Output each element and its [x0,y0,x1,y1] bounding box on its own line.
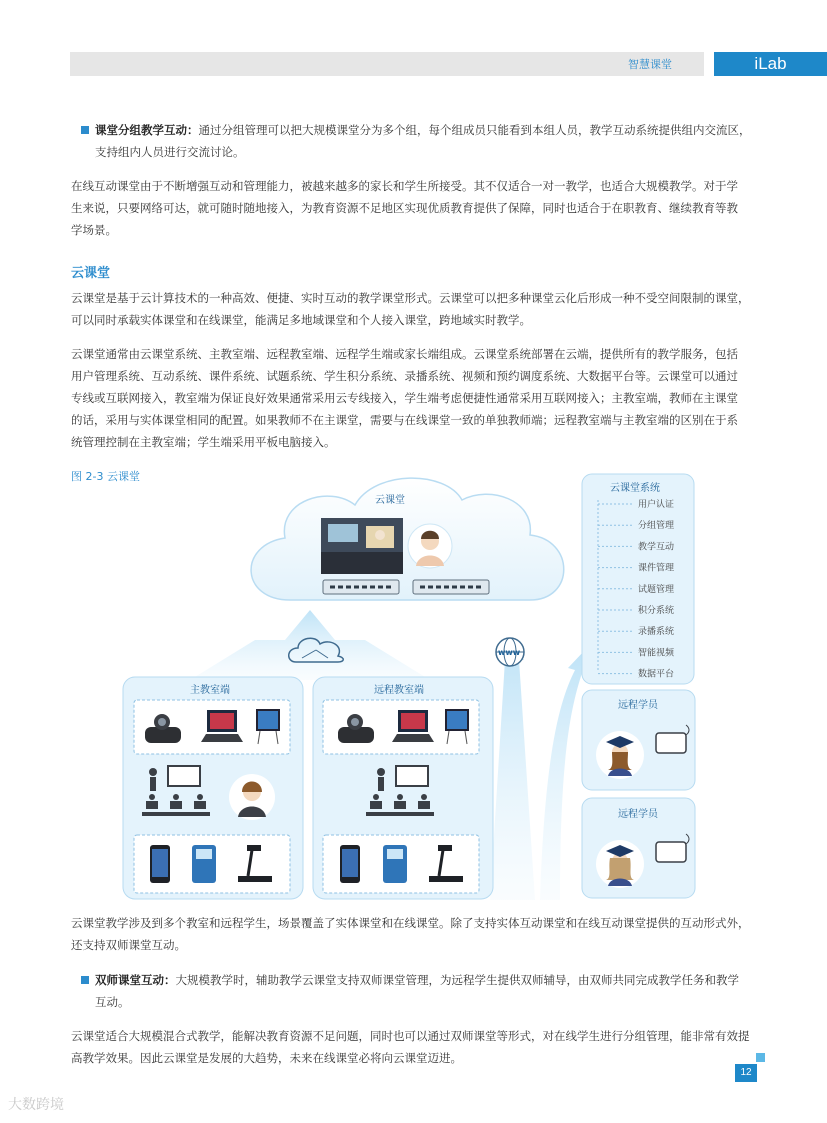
server-icon [323,580,399,594]
para-line: 统管理控制在主教室端；学生端采用平板电脑接入。 [71,435,336,449]
teacher-avatar-icon [229,774,275,820]
paragraph-scenarios [71,912,761,956]
paragraph-conclusion [71,1025,761,1069]
para-line: 学场景。 [71,223,117,237]
system-item-label: 数据平台 [638,669,675,680]
server-icon [413,580,489,594]
remote-student-label: 远程学员 [618,809,658,820]
cloud-label: 云课堂 [375,495,405,506]
bullet-label: 双师课堂互动： [95,973,176,987]
figure-caption: 图 2-3 云课堂 [71,470,140,483]
bullet-text-cont: 支持组内人员进行交流讨论。 [95,145,245,159]
bullet-text: 通过分组管理可以把大规模课堂分为多个组，每个组成员只能看到本组人员，教学互动系统提供组内交流区， [198,123,751,137]
system-item-label: 课件管理 [638,563,675,574]
upload-arrow [490,645,535,900]
para-line: 专线或互联网接入，教室端为保证良好效果通常采用云专线接入，学生端考虑便捷性通常采用互联网接入；主教室端，教师在主课堂 [71,391,738,405]
system-item-label: 录播系统 [638,627,675,638]
laptop-icon [392,710,434,742]
cloud-shape [251,478,564,600]
tablet-remote-icon [383,845,407,883]
para-line: 还支持双师课堂互动。 [71,938,186,952]
laptop-icon [201,710,243,742]
www-label: www [498,648,521,657]
section-title: 云课堂 [71,266,111,281]
upload-arrow [540,650,588,900]
para-line: 云课堂是基于云计算技术的一种高效、便捷、实时互动的教学课堂形式。云课堂可以把多种课堂云化后形成一种不受空间限制的课堂， [71,291,750,305]
para-line: 在线互动课堂由于不断增强互动和管理能力，被越来越多的家长和学生所接受。其不仅适合一对一教学，也适合大规模教学。对于学 [71,179,738,193]
student-avatar-icon [596,731,644,779]
page-number: 12 [735,1064,757,1082]
header-title: 智慧课堂 [628,58,672,71]
tablet-remote-icon [192,845,216,883]
para-line: 可以同时承载实体课堂和在线课堂，能满足多地域课堂和个人接入课堂，跨地域实时教学。 [71,313,531,327]
system-item-label: 分组管理 [638,521,675,532]
para-line: 生来说，只要网络可达，就可随时随地接入，为教育资源不足地区实现优质教育提供了保障，同时也适合于在职教育、继续教育等教 [71,201,738,215]
para-line: 高教学效果。因此云课堂是发展的大趋势，未来在线课堂必将向云课堂迈进。 [71,1051,462,1065]
system-title: 云课堂系统 [610,483,660,494]
para-line: 云课堂适合大规模混合式教学，能解决教育资源不足问题，同时也可以通过双师课堂等形式，对在线学生进行分组管理，能非常有效提 [71,1029,750,1043]
para-line: 云课堂通常由云课堂系统、主教室端、远程教室端、远程学生端或家长端组成。云课堂系统部署在云端，提供所有的教学服务，包括 [71,347,738,361]
system-item-label: 试题管理 [638,584,675,595]
watermark: 大数跨境 [8,1097,64,1113]
remote-classroom-label: 远程教室端 [374,685,424,696]
remote-student-label: 远程学员 [618,700,658,711]
brand-logo: iLab [714,52,827,76]
para-line: 云课堂教学涉及到多个教室和远程学生，场景覆盖了实体课堂和在线课堂。除了支持实体互动课堂和在线互动课堂提供的互动形式外， [71,916,750,930]
bullet-text: 大规模教学时，辅助教学云课堂支持双师课堂管理，为远程学生提供双师辅导，由双师共同完成教学任务和教学 [175,973,739,987]
bullet-label: 课堂分组教学互动： [95,123,199,137]
para-line: 用户管理系统、互动系统、课件系统、试题系统、学生积分系统、录播系统、视频和预约调度系统、大数据平台等。云课堂可以通过 [71,369,738,383]
smartphone-icon [150,845,170,883]
student-avatar-icon [596,840,644,888]
system-item-label: 教学互动 [638,542,675,553]
bullet-marker [81,976,89,984]
page-number-decoration [756,1053,765,1062]
system-item-label: 用户认证 [638,500,675,510]
system-item-label: 智能视频 [638,648,675,659]
smartphone-icon [340,845,360,883]
upload-arrow [190,610,430,680]
system-item-label: 积分系统 [638,606,675,616]
bullet-text-cont: 互动。 [95,995,130,1009]
main-classroom-label: 主教室端 [190,685,230,696]
bullet-dual-teacher [95,969,761,1013]
para-line: 的话，采用与实体课堂相同的配置。如果教师不在主课堂，需要与在线课堂一致的单独教师端；远程教室端与主教室端的区别在于系 [71,413,738,427]
